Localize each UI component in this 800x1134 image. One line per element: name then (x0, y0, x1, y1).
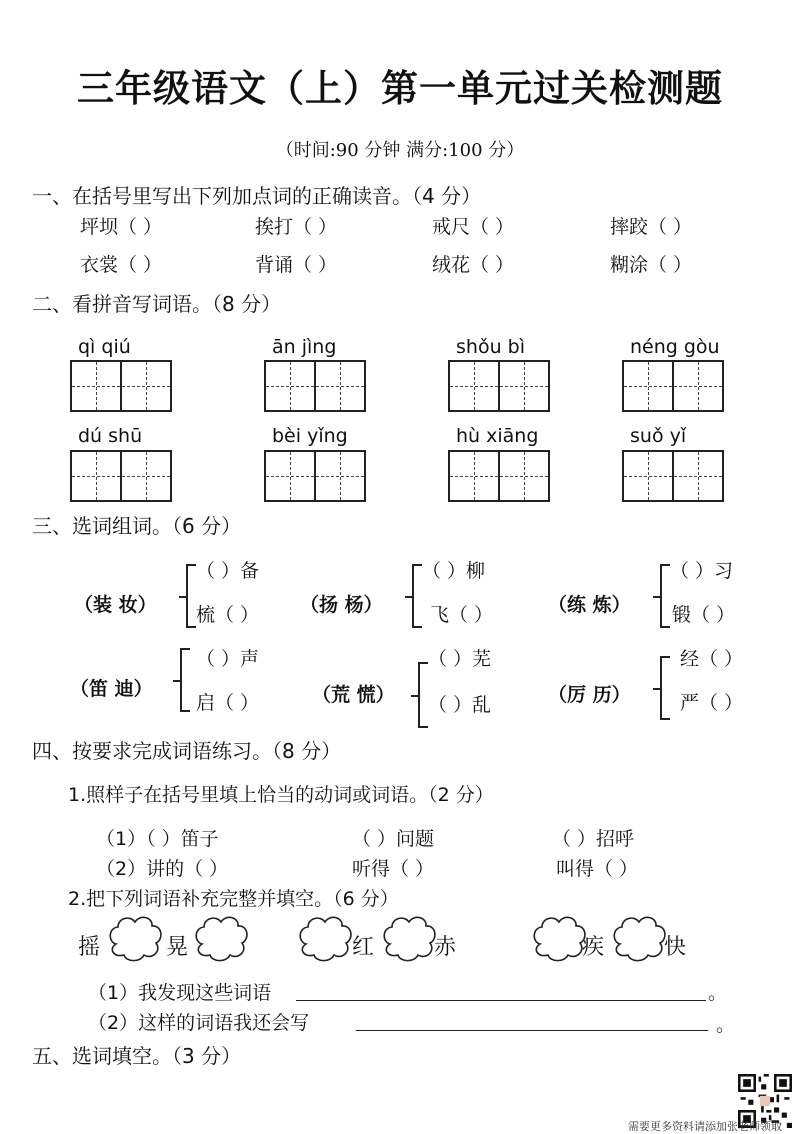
question-4-2: 2.把下列词语补充完整并填空。（6 分） (68, 888, 399, 910)
grid-cell[interactable] (450, 452, 498, 500)
pinyin-label: néng gòu (630, 336, 720, 358)
grid-cell[interactable] (72, 452, 120, 500)
q41-row2-c: 叫得（ ） (556, 858, 639, 880)
word-pair-label: （装 妆） (74, 594, 157, 616)
word-blank-top: 经（ ） (680, 648, 744, 670)
grid-cell[interactable] (672, 452, 722, 500)
word-pair-label: （荒 慌） (312, 684, 395, 706)
reading-item: 背诵（ ） (255, 254, 338, 276)
answer-line-1[interactable] (296, 1000, 706, 1001)
word-pair-label: （笛 迪） (70, 678, 153, 700)
exam-info: （时间:90 分钟 满分:100 分） (275, 140, 525, 161)
section-4-heading: 四、按要求完成词语练习。（8 分） (32, 739, 342, 763)
period-2: 。 (716, 1014, 736, 1036)
q41-row2-b: 听得（ ） (352, 858, 435, 880)
cloud-blank[interactable] (192, 914, 250, 966)
pinyin-label: bèi yǐng (272, 425, 348, 447)
word-blank-bottom: 锻（ ） (672, 604, 736, 626)
grid-cell[interactable] (624, 362, 672, 410)
grid-cell[interactable] (624, 452, 672, 500)
writing-grid[interactable] (622, 360, 724, 412)
word-blank-top: （ ）声 (196, 648, 260, 670)
pinyin-label: dú shū (78, 425, 143, 447)
writing-grid[interactable] (264, 450, 366, 502)
grid-cell[interactable] (72, 362, 120, 410)
cloud-blank[interactable] (296, 914, 354, 966)
q41-row1-a: （1）（ ）笛子 (96, 828, 219, 850)
grid-cell[interactable] (498, 362, 548, 410)
footer-note: 需要更多资料请添加张老师领取 (628, 1120, 782, 1133)
word-pair-label: （厉 历） (548, 684, 631, 706)
cloud-blank[interactable] (530, 914, 588, 966)
pinyin-label: suǒ yǐ (630, 425, 687, 447)
grid-cell[interactable] (672, 362, 722, 410)
pinyin-label: hù xiāng (456, 425, 539, 447)
reading-item: 绒花（ ） (432, 254, 515, 276)
grid-cell[interactable] (498, 452, 548, 500)
page-title: 三年级语文（上）第一单元过关检测题 (77, 67, 723, 110)
idiom-char: 红 (352, 935, 375, 960)
brace (660, 564, 670, 628)
q41-row1-b: （ ）问题 (352, 828, 435, 850)
question-4-1: 1.照样子在括号里填上恰当的动词或词语。（2 分） (68, 784, 494, 806)
reading-item: 坪坝（ ） (80, 216, 163, 238)
grid-cell[interactable] (266, 452, 314, 500)
cloud-blank[interactable] (610, 914, 668, 966)
writing-grid[interactable] (622, 450, 724, 502)
word-blank-top: （ ）柳 (422, 560, 486, 582)
reading-item: 戒尺（ ） (432, 216, 515, 238)
word-blank-bottom: 严（ ） (680, 692, 744, 714)
q41-row1-c: （ ）招呼 (552, 828, 635, 850)
pinyin-label: ān jìng (272, 336, 337, 358)
brace (412, 564, 422, 628)
reading-item: 摔跤（ ） (610, 216, 693, 238)
word-blank-bottom: 启（ ） (196, 692, 260, 714)
fill-line-1-label: （1）我发现这些词语 (88, 982, 272, 1004)
word-blank-bottom: 飞（ ） (430, 604, 494, 626)
idiom-char: 摇 (78, 935, 101, 960)
idiom-char: 疾 (582, 935, 605, 960)
word-pair-label: （扬 杨） (300, 594, 383, 616)
word-blank-top: （ ）备 (196, 560, 260, 582)
idiom-char: 晃 (166, 935, 189, 960)
grid-cell[interactable] (120, 362, 170, 410)
fill-line-2-label: （2）这样的词语我还会写 (88, 1012, 310, 1034)
q41-row2-a: （2）讲的（ ） (96, 858, 229, 880)
word-pair-label: （练 炼） (548, 594, 631, 616)
idiom-char: 快 (664, 935, 687, 960)
word-blank-top: （ ）芜 (428, 648, 492, 670)
reading-item: 衣裳（ ） (80, 254, 163, 276)
word-blank-bottom: （ ）乱 (428, 694, 492, 716)
reading-item: 糊涂（ ） (610, 254, 693, 276)
writing-grid[interactable] (264, 360, 366, 412)
word-blank-bottom: 梳（ ） (196, 604, 260, 626)
word-blank-top: （ ）习 (670, 560, 734, 582)
answer-line-2[interactable] (356, 1030, 708, 1031)
section-5-heading: 五、选词填空。（3 分） (32, 1044, 242, 1068)
cloud-blank[interactable] (106, 914, 164, 966)
grid-cell[interactable] (450, 362, 498, 410)
brace (180, 648, 190, 712)
grid-cell[interactable] (266, 362, 314, 410)
grid-cell[interactable] (314, 362, 364, 410)
writing-grid[interactable] (448, 450, 550, 502)
writing-grid[interactable] (448, 360, 550, 412)
section-2-heading: 二、看拼音写词语。（8 分） (32, 292, 282, 316)
section-1-heading: 一、在括号里写出下列加点词的正确读音。（4 分） (32, 184, 482, 208)
reading-item: 挨打（ ） (255, 216, 338, 238)
writing-grid[interactable] (70, 450, 172, 502)
period-1: 。 (708, 982, 728, 1004)
idiom-char: 赤 (434, 935, 457, 960)
section-3-heading: 三、选词组词。（6 分） (32, 514, 242, 538)
brace (186, 564, 196, 628)
brace (418, 662, 428, 728)
pinyin-label: qì qiú (78, 336, 131, 358)
writing-grid[interactable] (70, 360, 172, 412)
pinyin-label: shǒu bì (456, 336, 525, 358)
grid-cell[interactable] (120, 452, 170, 500)
brace (660, 656, 670, 720)
grid-cell[interactable] (314, 452, 364, 500)
cloud-blank[interactable] (380, 914, 438, 966)
